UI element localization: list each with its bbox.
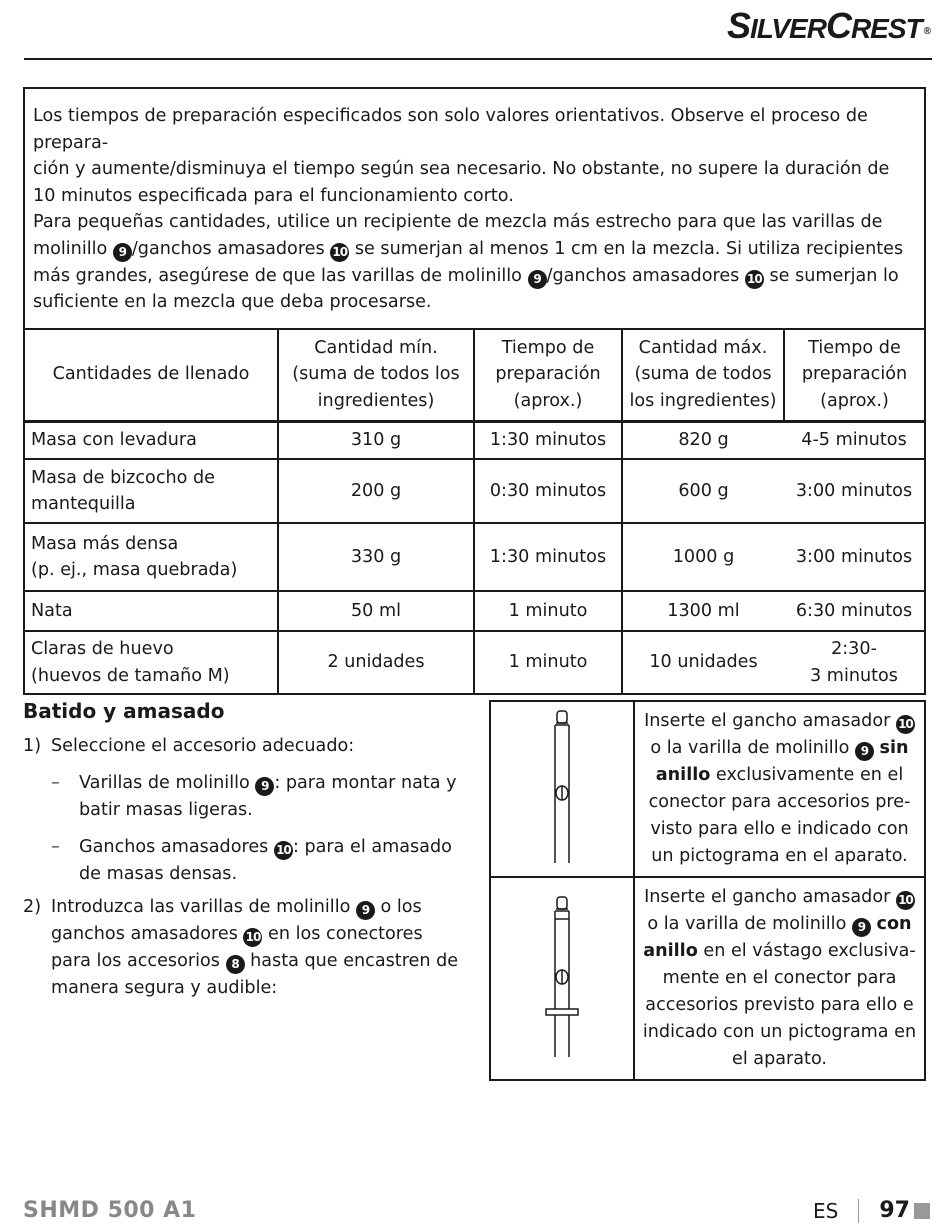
table-row: Claras de huevo (huevos de tamaño M) 2 unidades 1 minuto 10 unidades 2:30- 3 minutos	[25, 631, 924, 693]
part-badge-9: 9	[356, 901, 375, 920]
square-marker-icon	[914, 1203, 930, 1219]
whisk-without-ring-icon	[490, 701, 634, 877]
page-number: 97	[879, 1198, 910, 1223]
sub-item-dough-hooks: – Ganchos amasadores 10 : para el amasado de masas densas.	[51, 837, 452, 884]
footer-divider	[858, 1199, 859, 1223]
part-badge-8: 8	[226, 955, 245, 974]
table-row: Masa más densa (p. ej., masa quebrada) 330 g 1:30 minutos 1000 g 3:00 minutos	[25, 523, 924, 591]
section-title: Batido y amasado	[23, 699, 225, 723]
header-rule	[24, 58, 932, 60]
column-header: Cantidades de llenado	[25, 330, 278, 422]
part-badge-9: 9	[528, 270, 547, 289]
part-badge-10: 10	[330, 243, 349, 262]
language-code: ES	[813, 1198, 839, 1223]
part-badge-9: 9	[855, 742, 874, 761]
fill-quantities-box	[23, 87, 926, 695]
page-footer	[813, 1198, 930, 1223]
part-badge-9: 9	[113, 243, 132, 262]
fill-quantities-table	[25, 330, 924, 694]
table-header-row	[25, 330, 924, 422]
table-row: Masa con levadura 310 g 1:30 minutos 820 g 4-5 minutos	[25, 421, 924, 459]
column-header: Tiempo de preparación (aprox.)	[474, 330, 622, 422]
column-header: Tiempo de preparación (aprox.)	[784, 330, 924, 422]
sub-item-whisks: – Varillas de molinillo 9 : para montar nata y batir masas ligeras.	[51, 773, 457, 820]
part-badge-10: 10	[274, 841, 293, 860]
pictogram-description: Inserte el gancho amasador 10 o la varilla de molinillo 9 sin anillo exclusivamente en el conector para accesorios pre-visto para ello e indicado con un pictograma en el aparato.	[634, 701, 925, 877]
part-badge-10: 10	[896, 715, 915, 734]
pictogram-row-with-ring	[490, 877, 925, 1080]
table-row: Masa de bizcocho de mantequilla 200 g 0:30 minutos 600 g 3:00 minutos	[25, 459, 924, 523]
pictogram-table	[489, 700, 926, 1081]
instruction-steps	[23, 733, 463, 1002]
column-header: Cantidad máx. (suma de todos los ingredientes)	[622, 330, 784, 422]
part-badge-10: 10	[896, 891, 915, 910]
table-row: Nata 50 ml 1 minuto 1300 ml 6:30 minutos	[25, 591, 924, 631]
step-2: 2) Introduzca las varillas de molinillo 9 o los ganchos amasadores 10 en los conectores para los accesorios 8 hasta que encastren de manera segura y audible:	[23, 897, 459, 998]
pictogram-description: Inserte el gancho amasador 10 o la varilla de molinillo 9 con anillo en el vástago exclusiva-mente en el conector para accesorios previsto para ello e indicado con un pictograma en el aparato.	[634, 877, 925, 1080]
preparation-note: Los tiempos de preparación especificados son solo valores orientativos. Observe el proceso de prepara- ción y aumente/disminuya el tiempo según sea necesario. No obstante, no supere la duración de 10 minutos especificada para el funcionamiento corto. Para pequeñas cantidades, utilice un recipiente de mezcla más estrecho para que las varillas de molinillo 9 /ganchos amasadores 10 se sumerjan al menos 1 cm en la mezcla. Si utiliza recipientes más grandes, asegúrese de que las varillas de molinillo 9 /ganchos amasadores 10 se sumerjan lo suficiente en la mezcla que deba procesarse.	[25, 89, 924, 330]
brand-logo: SILVERCREST ®	[727, 5, 930, 46]
column-header: Cantidad mín. (suma de todos los ingredientes)	[278, 330, 474, 422]
part-badge-10: 10	[243, 928, 262, 947]
step-1: 1) Seleccione el accesorio adecuado:	[23, 736, 355, 756]
pictogram-row-without-ring	[490, 701, 925, 877]
whisk-with-ring-icon	[490, 877, 634, 1080]
part-badge-9: 9	[255, 777, 274, 796]
part-badge-10: 10	[745, 270, 764, 289]
model-number: SHMD 500 A1	[23, 1198, 197, 1223]
part-badge-9: 9	[852, 918, 871, 937]
